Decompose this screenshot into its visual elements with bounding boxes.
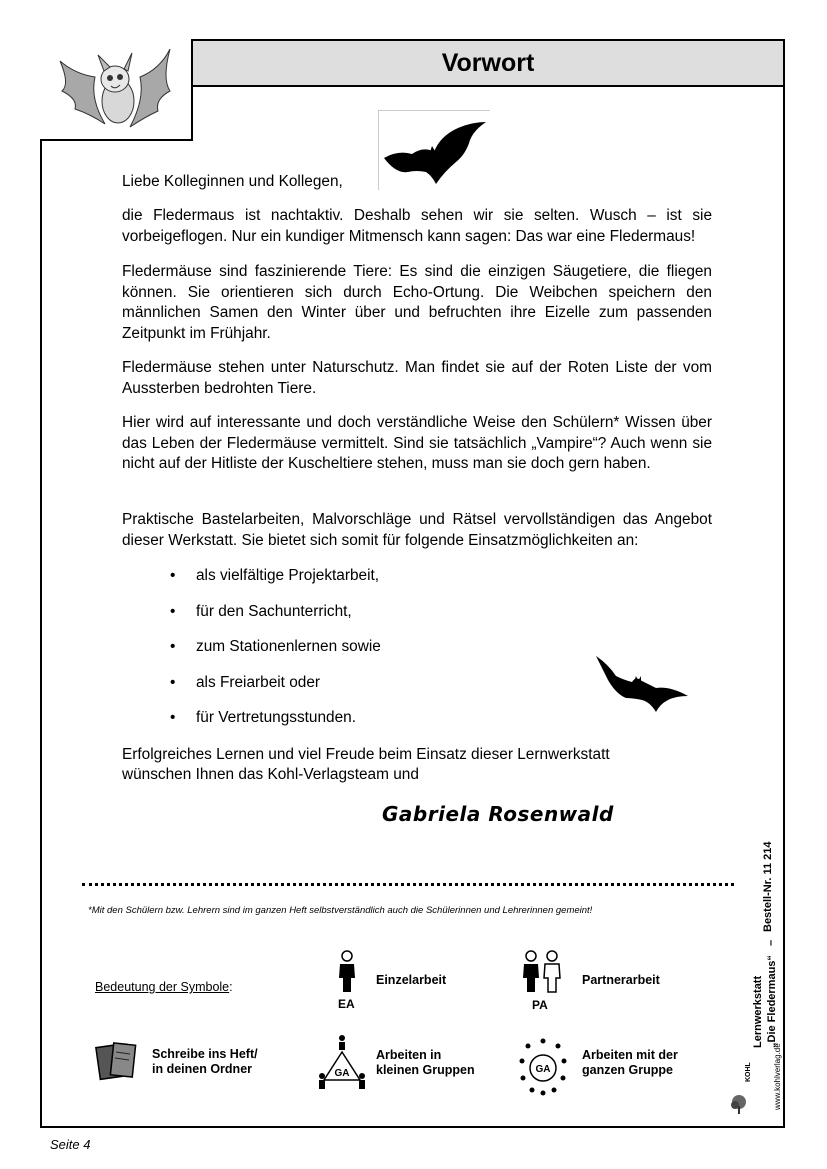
heft-label: Schreibe ins Heft/ in deinen Ordner [152, 1047, 258, 1076]
symbol-legend-label: Bedeutung der Symbole: [95, 980, 233, 994]
closing-line-1: Erfolgreiches Lernen und viel Freude beim Einsatz dieser Lernwerkstatt [122, 746, 610, 763]
order-number: Bestell-Nr. 11 214 [762, 841, 774, 932]
signature: Gabriela Rosenwald [382, 802, 614, 826]
title-bar [193, 41, 783, 87]
kleingruppe-abbr: GA [334, 1068, 350, 1079]
paragraph-5: Praktische Bastelarbeiten, Malvorschläge und Rätsel vervollständigen das Angebot dieser Werkstatt. Sie bietet sich somit für folgende Einsatzmöglichkeiten an: [122, 511, 712, 549]
gesamtgruppe-label: Arbeiten mit der ganzen Gruppe [582, 1048, 678, 1077]
list-item: • für den Sachunterricht, [170, 602, 352, 620]
book-title: „Die Fledermaus“ [766, 955, 778, 1048]
publisher-name: KOHL [745, 1062, 752, 1082]
greeting: Liebe Kolleginnen und Kollegen, [122, 173, 343, 190]
publisher-logo [730, 1092, 750, 1116]
partnerarbeit-label: Partnerarbeit [582, 973, 660, 987]
paragraph-4: Hier wird auf interessante und doch verständliche Weise den Schülern* Wissen über das Leben der Fledermäuse vermittelt. Sind sie tatsächlich „Vampire“? Auch wenn sie nicht auf der Hitliste der Kuscheltiere stehen, muss man sie doch gern haben. [122, 414, 712, 472]
gesamtgruppe-abbr: GA [535, 1064, 551, 1075]
small-group-icon [316, 1034, 368, 1092]
einzelarbeit-abbr: EA [338, 997, 355, 1011]
notebook-icon [94, 1040, 138, 1082]
einzelarbeit-label: Einzelarbeit [376, 973, 447, 987]
paragraph-3: Fledermäuse stehen unter Naturschutz. Man findet sie auf der Roten Liste der vom Aussterben bedrohten Tiere. [122, 359, 712, 397]
footnote: *Mit den Schülern bzw. Lehrern sind im ganzen Heft selbstverständlich auch die Schülerinnen und Lehrerinnen gemeint! [88, 905, 593, 916]
order-dash: – [765, 939, 777, 946]
list-item: • als vielfältige Projektarbeit, [170, 567, 380, 584]
list-item: • als Freiarbeit oder [170, 673, 321, 691]
page-frame [40, 39, 785, 1128]
publisher-website: www.kohlverlag.de [773, 1043, 782, 1110]
book-series: Lernwerkstatt [752, 975, 764, 1048]
page-title: Vorwort [441, 48, 535, 77]
paragraph-1: die Fledermaus ist nachtaktiv. Deshalb sehen wir sie selten. Wusch – ist sie vorbeigeflogen. Nur ein kundiger Mitmensch kann sagen: Das war eine Fledermaus! [122, 207, 712, 245]
kleingruppe-label: Arbeiten in kleinen Gruppen [376, 1048, 475, 1077]
bat-silhouette-icon [594, 654, 690, 714]
single-person-icon [336, 950, 358, 996]
paragraph-2: Fledermäuse sind faszinierende Tiere: Es sind die einzigen Säugetiere, die fliegen können. Sie orientieren sich durch Echo-Ortung. Die Weibchen speichern den männlichen Samen den Winter über und befruchten ihre Eizelle zum passenden Zeitpunkt im Frühjahr. [122, 263, 712, 342]
list-item: • zum Stationenlernen sowie [170, 638, 381, 655]
list-item: • für Vertretungsstunden. [170, 709, 356, 726]
dotted-divider [82, 883, 734, 886]
usage-list [170, 565, 381, 743]
cartoon-bat-image [40, 39, 193, 141]
whole-group-icon [518, 1036, 568, 1096]
partner-icon [521, 950, 563, 996]
page-number: Seite 4 [50, 1137, 91, 1152]
closing-line-2: wünschen Ihnen das Kohl-Verlagsteam und [122, 766, 419, 783]
partnerarbeit-abbr: PA [532, 998, 548, 1012]
